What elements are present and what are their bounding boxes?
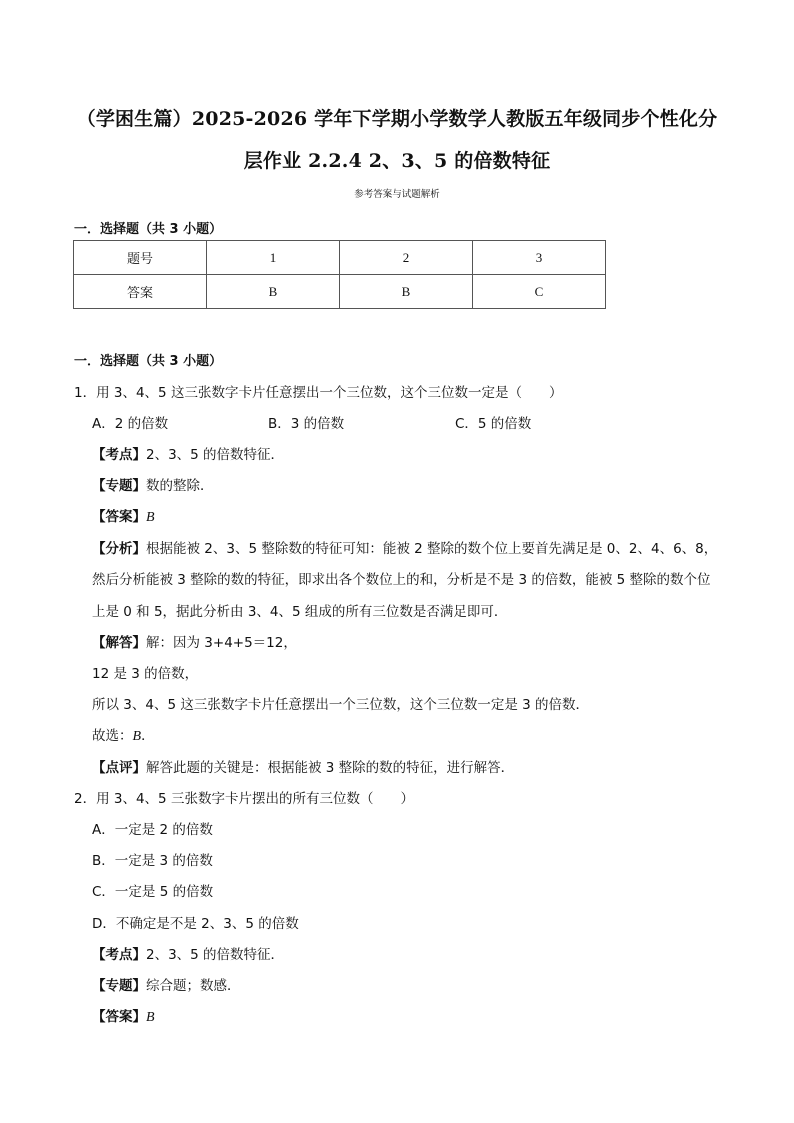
zhuanti-tag: 【专题】 xyxy=(92,478,146,494)
daan-text: B xyxy=(146,1010,155,1025)
document-title-line-1: （学困生篇）2025-2026 学年下学期小学数学人教版五年级同步个性化分 xyxy=(76,108,718,130)
q1-jieda-line-3: 所以 3、4、5 这三张数字卡片任意摆出一个三位数，这个三位数一定是 3 的倍数． xyxy=(92,697,590,713)
daan-tag: 【答案】 xyxy=(92,509,146,525)
document-title-line-2: 层作业 2.2.4 2、3、5 的倍数特征 xyxy=(243,150,551,172)
questions-section-heading: 一．选择题（共 3 小题） xyxy=(74,354,223,369)
daan-text: B xyxy=(146,510,155,525)
q1-fenxi-line-2: 然后分析能被 3 整除的数的特征，即求出各个数位上的和，分析是不是 3 的倍数，能被 5 整除的数个位 xyxy=(92,572,711,588)
q1-option-b: B．3 的倍数 xyxy=(268,416,345,432)
zhuanti-text: 综合题；数感． xyxy=(146,978,241,994)
q2-option-a: A．一定是 2 的倍数 xyxy=(92,822,213,838)
guxuan-answer: B xyxy=(132,729,142,744)
document-subtitle: 参考答案与试题解析 xyxy=(354,189,440,200)
guxuan-end: ． xyxy=(141,728,155,744)
q1-option-a: A．2 的倍数 xyxy=(92,416,169,432)
q1-dianping xyxy=(92,756,514,776)
q2-stem: 2．用 3、4、5 三张数字卡片摆出的所有三位数（ ） xyxy=(74,791,414,807)
q1-stem: 1．用 3、4、5 这三张数字卡片任意摆出一个三位数，这个三位数一定是（ ） xyxy=(74,385,563,401)
q1-zhuanti xyxy=(92,474,214,494)
answer-table-section-heading: 一．选择题（共 3 小题） xyxy=(74,222,223,237)
daan-tag: 【答案】 xyxy=(92,1009,146,1025)
q1-fenxi-line-3: 上是 0 和 5，据此分析由 3、4、5 组成的所有三位数是否满足即可． xyxy=(92,604,508,620)
q1-fenxi-line-1 xyxy=(92,537,717,557)
jieda-text: 解：因为 3+4+5＝12， xyxy=(146,635,297,651)
q2-kaodian xyxy=(92,943,284,963)
table-cell: 2 xyxy=(340,241,473,275)
kaodian-tag: 【考点】 xyxy=(92,447,146,463)
fenxi-text: 根据能被 2、3、5 整除数的特征可知：能被 2 整除的数个位上要首先满足是 0、2、4、6、8， xyxy=(146,541,718,557)
q1-option-c: C．5 的倍数 xyxy=(455,416,532,432)
q1-guxuan xyxy=(92,724,155,745)
q1-daan xyxy=(92,505,155,526)
q2-zhuanti xyxy=(92,974,241,994)
q2-option-c: C．一定是 5 的倍数 xyxy=(92,884,214,900)
table-cell: 1 xyxy=(207,241,340,275)
table-cell: C xyxy=(473,275,606,309)
q2-option-b: B．一定是 3 的倍数 xyxy=(92,853,213,869)
zhuanti-tag: 【专题】 xyxy=(92,978,146,994)
table-cell: 答案 xyxy=(74,275,207,309)
table-cell: B xyxy=(340,275,473,309)
jieda-tag: 【解答】 xyxy=(92,635,146,651)
table-cell: B xyxy=(207,275,340,309)
table-cell: 3 xyxy=(473,241,606,275)
answer-table-answer-row xyxy=(74,275,606,309)
answer-table xyxy=(73,240,606,309)
dianping-text: 解答此题的关键是：根据能被 3 整除的数的特征，进行解答． xyxy=(146,760,515,776)
zhuanti-text: 数的整除． xyxy=(146,478,214,494)
kaodian-tag: 【考点】 xyxy=(92,947,146,963)
q1-jieda-line-2: 12 是 3 的倍数， xyxy=(92,666,199,682)
fenxi-tag: 【分析】 xyxy=(92,541,146,557)
q2-daan xyxy=(92,1005,155,1026)
kaodian-text: 2、3、5 的倍数特征． xyxy=(146,947,285,963)
kaodian-text: 2、3、5 的倍数特征． xyxy=(146,447,285,463)
q1-kaodian xyxy=(92,443,284,463)
table-cell: 题号 xyxy=(74,241,207,275)
q2-option-d: D．不确定是不是 2、3、5 的倍数 xyxy=(92,916,299,932)
dianping-tag: 【点评】 xyxy=(92,760,146,776)
q1-jieda-line-1 xyxy=(92,631,297,651)
guxuan-label: 故选： xyxy=(92,728,133,744)
answer-table-header-row xyxy=(74,241,606,275)
